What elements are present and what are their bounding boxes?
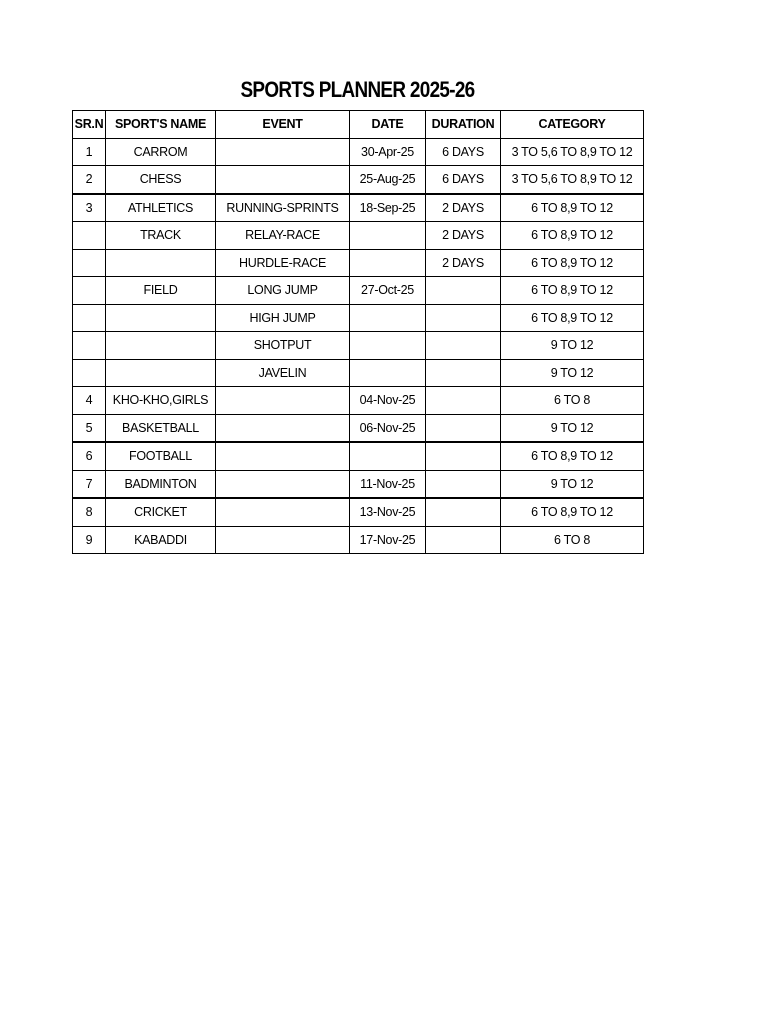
cell-duration — [426, 277, 501, 305]
cell-event — [216, 442, 350, 470]
cell-duration — [426, 498, 501, 526]
cell-sport-name: KHO-KHO,GIRLS — [106, 387, 216, 415]
cell-sr-no: 7 — [73, 470, 106, 498]
cell-sr-no — [73, 222, 106, 250]
table-row — [73, 138, 644, 166]
cell-category: 3 TO 5,6 TO 8,9 TO 12 — [501, 166, 644, 194]
cell-category: 6 TO 8,9 TO 12 — [501, 249, 644, 277]
cell-sr-no — [73, 249, 106, 277]
cell-date: 30-Apr-25 — [350, 138, 426, 166]
cell-duration — [426, 526, 501, 554]
table-row — [73, 470, 644, 498]
cell-category: 6 TO 8,9 TO 12 — [501, 277, 644, 305]
cell-event — [216, 414, 350, 442]
cell-sr-no: 9 — [73, 526, 106, 554]
table-row — [73, 304, 644, 332]
cell-duration — [426, 414, 501, 442]
cell-duration: 6 DAYS — [426, 166, 501, 194]
cell-event: SHOTPUT — [216, 332, 350, 360]
cell-event — [216, 387, 350, 415]
cell-date — [350, 249, 426, 277]
table-row — [73, 222, 644, 250]
cell-duration — [426, 387, 501, 415]
cell-sr-no: 3 — [73, 194, 106, 222]
cell-event: LONG JUMP — [216, 277, 350, 305]
cell-event — [216, 526, 350, 554]
cell-sport-name: CRICKET — [106, 498, 216, 526]
cell-sport-name: BASKETBALL — [106, 414, 216, 442]
cell-sport-name: ATHLETICS — [106, 194, 216, 222]
cell-sr-no — [73, 332, 106, 360]
table-row — [73, 359, 644, 387]
cell-date: 27-Oct-25 — [350, 277, 426, 305]
cell-date: 11-Nov-25 — [350, 470, 426, 498]
cell-date: 04-Nov-25 — [350, 387, 426, 415]
table-row — [73, 498, 644, 526]
cell-date: 17-Nov-25 — [350, 526, 426, 554]
cell-date — [350, 222, 426, 250]
header-date: DATE — [350, 111, 426, 139]
table-row — [73, 166, 644, 194]
cell-category: 6 TO 8,9 TO 12 — [501, 222, 644, 250]
cell-sr-no — [73, 304, 106, 332]
cell-event: RELAY-RACE — [216, 222, 350, 250]
table-row — [73, 277, 644, 305]
cell-event — [216, 498, 350, 526]
cell-category: 6 TO 8,9 TO 12 — [501, 498, 644, 526]
cell-date: 18-Sep-25 — [350, 194, 426, 222]
cell-event: HURDLE-RACE — [216, 249, 350, 277]
cell-duration: 2 DAYS — [426, 249, 501, 277]
cell-sr-no: 8 — [73, 498, 106, 526]
cell-event: JAVELIN — [216, 359, 350, 387]
cell-duration — [426, 332, 501, 360]
cell-category: 6 TO 8 — [501, 387, 644, 415]
cell-event: HIGH JUMP — [216, 304, 350, 332]
cell-category: 6 TO 8,9 TO 12 — [501, 442, 644, 470]
cell-sr-no: 1 — [73, 138, 106, 166]
cell-sport-name — [106, 304, 216, 332]
cell-sport-name: TRACK — [106, 222, 216, 250]
table-row — [73, 414, 644, 442]
table-row — [73, 387, 644, 415]
cell-category: 6 TO 8,9 TO 12 — [501, 304, 644, 332]
table-row — [73, 332, 644, 360]
cell-sport-name — [106, 359, 216, 387]
cell-date: 06-Nov-25 — [350, 414, 426, 442]
cell-duration — [426, 442, 501, 470]
cell-sport-name: KABADDI — [106, 526, 216, 554]
cell-duration: 6 DAYS — [426, 138, 501, 166]
cell-sport-name: FIELD — [106, 277, 216, 305]
cell-sport-name: CARROM — [106, 138, 216, 166]
page-title: SPORTS PLANNER 2025-26 — [240, 77, 475, 102]
cell-duration — [426, 304, 501, 332]
cell-category: 6 TO 8,9 TO 12 — [501, 194, 644, 222]
cell-category: 9 TO 12 — [501, 414, 644, 442]
cell-date — [350, 332, 426, 360]
cell-duration: 2 DAYS — [426, 222, 501, 250]
cell-event — [216, 470, 350, 498]
cell-sport-name — [106, 249, 216, 277]
cell-date — [350, 442, 426, 470]
cell-duration — [426, 359, 501, 387]
header-duration: DURATION — [426, 111, 501, 139]
cell-sr-no: 4 — [73, 387, 106, 415]
cell-sport-name: BADMINTON — [106, 470, 216, 498]
table-header-row — [73, 111, 644, 139]
cell-event — [216, 166, 350, 194]
cell-duration: 2 DAYS — [426, 194, 501, 222]
cell-date: 25-Aug-25 — [350, 166, 426, 194]
cell-category: 9 TO 12 — [501, 332, 644, 360]
cell-sr-no — [73, 277, 106, 305]
cell-sr-no — [73, 359, 106, 387]
cell-sr-no: 2 — [73, 166, 106, 194]
sports-planner-table — [72, 110, 644, 554]
header-event: EVENT — [216, 111, 350, 139]
header-sr-no: SR.N — [73, 111, 106, 139]
table-row — [73, 526, 644, 554]
cell-sport-name: CHESS — [106, 166, 216, 194]
table-row — [73, 442, 644, 470]
header-category: CATEGORY — [501, 111, 644, 139]
cell-duration — [426, 470, 501, 498]
cell-date — [350, 304, 426, 332]
cell-sport-name: FOOTBALL — [106, 442, 216, 470]
cell-event: RUNNING-SPRINTS — [216, 194, 350, 222]
cell-sport-name — [106, 332, 216, 360]
table-row — [73, 194, 644, 222]
cell-event — [216, 138, 350, 166]
cell-sr-no: 6 — [73, 442, 106, 470]
cell-category: 6 TO 8 — [501, 526, 644, 554]
table-row — [73, 249, 644, 277]
cell-date — [350, 359, 426, 387]
cell-category: 9 TO 12 — [501, 470, 644, 498]
cell-date: 13-Nov-25 — [350, 498, 426, 526]
cell-category: 3 TO 5,6 TO 8,9 TO 12 — [501, 138, 644, 166]
cell-category: 9 TO 12 — [501, 359, 644, 387]
cell-sr-no: 5 — [73, 414, 106, 442]
header-sport-name: SPORT'S NAME — [106, 111, 216, 139]
